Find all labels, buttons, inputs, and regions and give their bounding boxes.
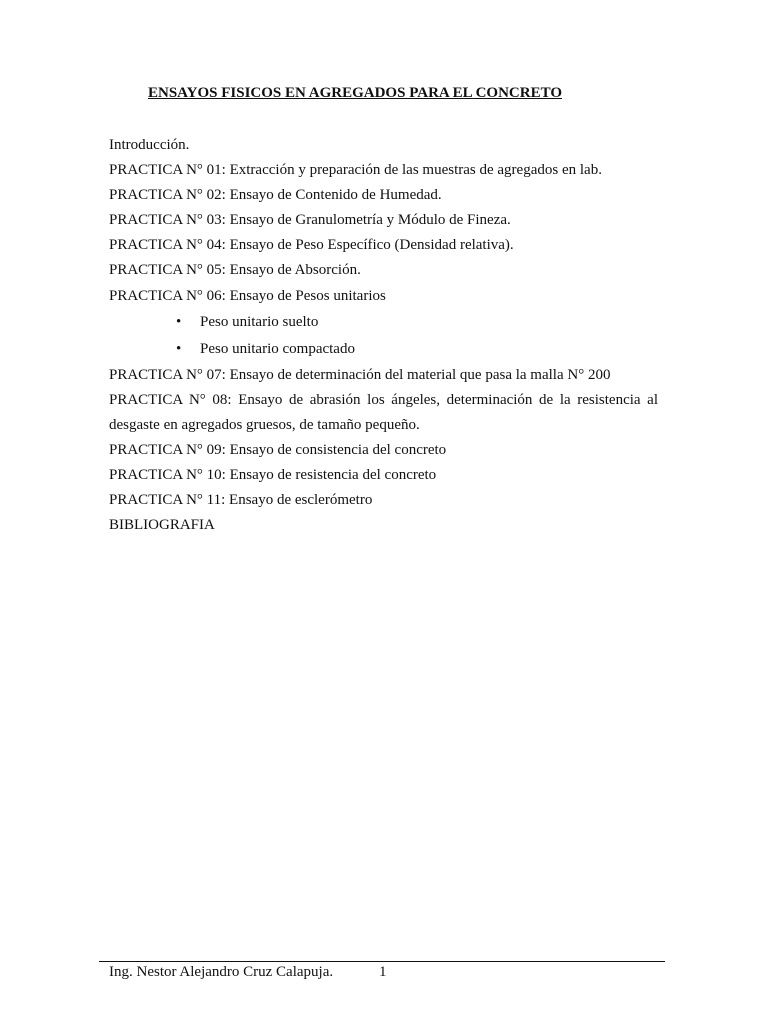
bullet-icon: • xyxy=(176,341,182,357)
practica-05: PRACTICA N° 05: Ensayo de Absorción. xyxy=(109,262,361,278)
practica-06: PRACTICA N° 06: Ensayo de Pesos unitarios xyxy=(109,288,386,304)
practica-08-line-2: desgaste en agregados gruesos, de tamaño pequeño. xyxy=(109,417,420,433)
bibliografia-heading: BIBLIOGRAFIA xyxy=(109,517,215,533)
bullet-item xyxy=(176,313,318,331)
document-title: ENSAYOS FISICOS EN AGREGADOS PARA EL CONCRETO xyxy=(148,85,562,101)
practica-01: PRACTICA N° 01: Extracción y preparación de las muestras de agregados en lab. xyxy=(109,162,602,178)
bullet-text: Peso unitario compactado xyxy=(200,341,355,357)
bullet-icon: • xyxy=(176,314,182,330)
page-footer xyxy=(109,964,387,981)
intro-line: Introducción. xyxy=(109,137,190,153)
bullet-item xyxy=(176,340,355,358)
page-number: 1 xyxy=(379,964,387,980)
practica-02: PRACTICA N° 02: Ensayo de Contenido de Humedad. xyxy=(109,187,442,203)
footer-author: Ing. Nestor Alejandro Cruz Calapuja. xyxy=(109,964,334,980)
footer-divider xyxy=(99,961,665,962)
practica-09: PRACTICA N° 09: Ensayo de consistencia del concreto xyxy=(109,442,447,458)
bullet-text: Peso unitario suelto xyxy=(200,314,319,330)
practica-10: PRACTICA N° 10: Ensayo de resistencia del concreto xyxy=(109,467,437,483)
practica-08-line-1: PRACTICA N° 08: Ensayo de abrasión los ángeles, determinación de la resistencia al xyxy=(109,392,658,408)
practica-03: PRACTICA N° 03: Ensayo de Granulometría y Módulo de Fineza. xyxy=(109,212,511,228)
practica-04: PRACTICA N° 04: Ensayo de Peso Específico (Densidad relativa). xyxy=(109,237,514,253)
practica-11: PRACTICA N° 11: Ensayo de esclerómetro xyxy=(109,492,373,508)
practica-07: PRACTICA N° 07: Ensayo de determinación del material que pasa la malla N° 200 xyxy=(109,367,611,383)
